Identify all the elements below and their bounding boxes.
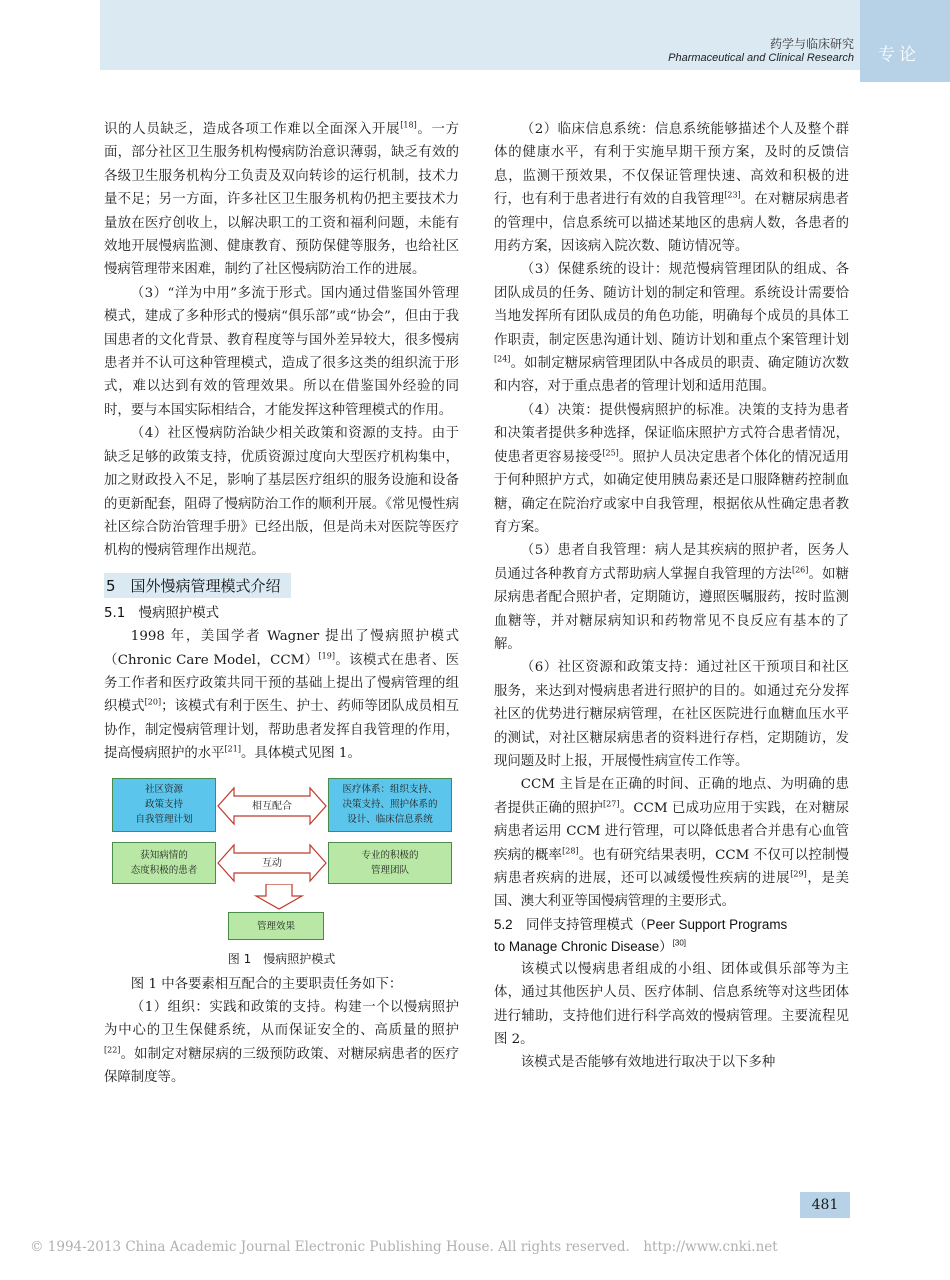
copyright-footer: © 1994-2013 China Academic Journal Electronic Publishing House. All rights reserved. http://www.cnki.net — [30, 1239, 778, 1255]
paragraph: 该模式以慢病患者组成的小组、团体或俱乐部等为主体，通过其他医护人员、医疗体制、信息系统等对这些团体进行辅助，支持他们进行科学高效的慢病管理。主要流程见图 2。 — [494, 961, 849, 1048]
page-number: 481 — [800, 1192, 850, 1218]
paragraph: CCM 主旨是在正确的时间、正确的地点、为明确的患者提供正确的照护[27]。CCM 已成功应用于实践，在对糖尿病患者运用 CCM 进行管理，可以降低患者合并患有心血管疾病的概率[28]。也有研究结果表明，CCM 不仅可以控制慢病患者疾病的进展，还可以减缓慢性疾病的进展[29]，是美国、澳大利亚等国慢病管理的主要形式。 — [494, 777, 849, 910]
arrow-label-cooperate: 相互配合 — [252, 800, 292, 812]
paragraph: （6）社区资源和政策支持：通过社区干预项目和社区服务，来达到对慢病患者进行照护的目的。如通过充分发挥社区的优势进行糖尿病管理，在社区医院进行血糖血压水平的测试，对社区糖尿病患者的资料进行存档，定期随访，发现问题及时上报，开展慢性病宣传工作等。 — [494, 660, 849, 769]
section-label: 专论 — [878, 45, 920, 65]
paragraph: （2）临床信息系统：信息系统能够描述个人及整个群体的健康水平，有利于实施早期干预方案，及时的反馈信息，监测干预效果，不仅保证管理快速、高效和积极的进行，也有利于患者进行有效的自我管理[23]。在对糖尿病患者的管理中，信息系统可以描述某地区的患病人数，各患者的用药方案，因该病入院次数、随访情况等。 — [494, 122, 849, 255]
box-community-resources: 社区资源 政策支持 自我管理计划 — [112, 778, 216, 832]
figure-1 — [104, 772, 459, 947]
figure-caption: 图 1 慢病照护模式 — [227, 951, 336, 966]
paragraph: 1998 年，美国学者 Wagner 提出了慢病照护模式（Chronic Care Model，CCM）[19]。该模式在患者、医务工作者和医疗政策共同干预的基础上提出了慢病管理的组织模式[20]；该模式有利于医生、护士、药师等团队成员相互协作，制定慢病管理计划，帮助患者发挥自我管理的作用，提高慢病照护的水平[21]。具体模式见图 1。 — [104, 629, 459, 762]
section-heading: 5 国外慢病管理模式介绍 — [104, 573, 291, 598]
paragraph: （5）患者自我管理：病人是其疾病的照护者，医务人员通过各种教育方式帮助病人掌握自我管理的方法[26]。如糖尿病患者配合照护者，定期随访，遵照医嘱服药，按时监测血糖等，并对糖尿病知识和药物常见不良反应有基本的了解。 — [494, 543, 849, 652]
paragraph: （1）组织：实践和政策的支持。构建一个以慢病照护为中心的卫生保健系统，从而保证安全的、高质量的照护[22]。如制定对糖尿病的三级预防政策、对糖尿病患者的医疗保障制度等。 — [104, 999, 459, 1086]
paragraph: （4）决策：提供慢病照护的标准。决策的支持为患者和决策者提供多种选择，保证临床照护方式符合患者情况，使患者更容易接受[25]。照护人员决定患者个体化的情况适用于何种照护方式，如确定使用胰岛素还是口服降糖药控制血糖，确定在院治疗或家中自我管理，根据依从性确定患者教育方案。 — [494, 402, 849, 535]
subsection-heading: 5.1 慢病照护模式 — [104, 605, 220, 621]
box-healthcare-system: 医疗体系：组织支持、 决策支持、照护体系的 设计、临床信息系统 — [328, 778, 452, 832]
subsection-heading: 5.2 同伴支持管理模式（Peer Support Programs — [494, 916, 788, 932]
paragraph: （3）“洋为中用”多流于形式。国内通过借鉴国外管理模式，建成了多种形式的慢病“俱乐部”或“协会”，但由于我国患者的文化背景、教育程度等与国外差异较大，很多慢病患者并不认可这种管理模式，造成了很多这类的组织流于形式，难以达到有效的管理效果。所以在借鉴国外经验的同时，要与本国实际相结合，才能发挥这种管理模式的作用。 — [104, 285, 459, 418]
arrow-label-interact: 互动 — [262, 857, 282, 869]
left-column — [104, 118, 459, 1090]
paragraph: 图 1 中各要素相互配合的主要职责任务如下： — [130, 976, 403, 992]
down-arrow-icon — [244, 884, 314, 910]
paragraph: 该模式是否能够有效地进行取决于以下多种 — [520, 1055, 776, 1071]
box-care-team: 专业的积极的 管理团队 — [328, 842, 452, 884]
journal-title-en: Pharmaceutical and Clinical Research — [668, 52, 854, 64]
journal-title-cn: 药学与临床研究 — [769, 37, 854, 51]
paragraph: 识的人员缺乏，造成各项工作难以全面深入开展[18]。一方面，部分社区卫生服务机构慢病防治意识薄弱，缺乏有效的各级卫生服务机构分工负责及双向转诊的运行机制，技术力量不足；另一方面，许多社区卫生服务机构仍把主要技术力量放在医疗创收上，以解决职工的工资和福利问题，未能有效地开展慢病监测、健康教育、预防保健等服务，也给社区慢病管理带来困难，制约了社区慢病防治工作的进展。 — [104, 120, 459, 278]
paragraph: （3）保健系统的设计：规范慢病管理团队的组成、各团队成员的任务、随访计划的制定和管理。系统设计需要恰当地发挥所有团队成员的角色功能，明确每个成员的具体工作职责，制定医患沟通计划、随访计划和重点个案管理计划[24]。如制定糖尿病管理团队中各成员的职责、确定随访次数和内容，对于重点患者的管理计划和适用范围。 — [494, 262, 849, 395]
section-tab — [860, 0, 950, 82]
subsection-heading-cont: to Manage Chronic Disease）[30] — [494, 938, 686, 954]
right-column — [494, 118, 849, 1075]
box-management-outcome: 管理效果 — [228, 912, 324, 940]
box-informed-patient: 获知病情的 态度积极的患者 — [112, 842, 216, 884]
paragraph: （4）社区慢病防治缺少相关政策和资源的支持。由于缺乏足够的政策支持，优质资源过度向大型医疗机构集中，加之财政投入不足，影响了基层医疗组织的服务设施和设备的更新配套，阻碍了慢病防治工作的顺利开展。《常见慢性病社区综合防治管理手册》已经出版，但是尚未对医院等医疗机构的慢病管理作出规范。 — [104, 426, 459, 559]
